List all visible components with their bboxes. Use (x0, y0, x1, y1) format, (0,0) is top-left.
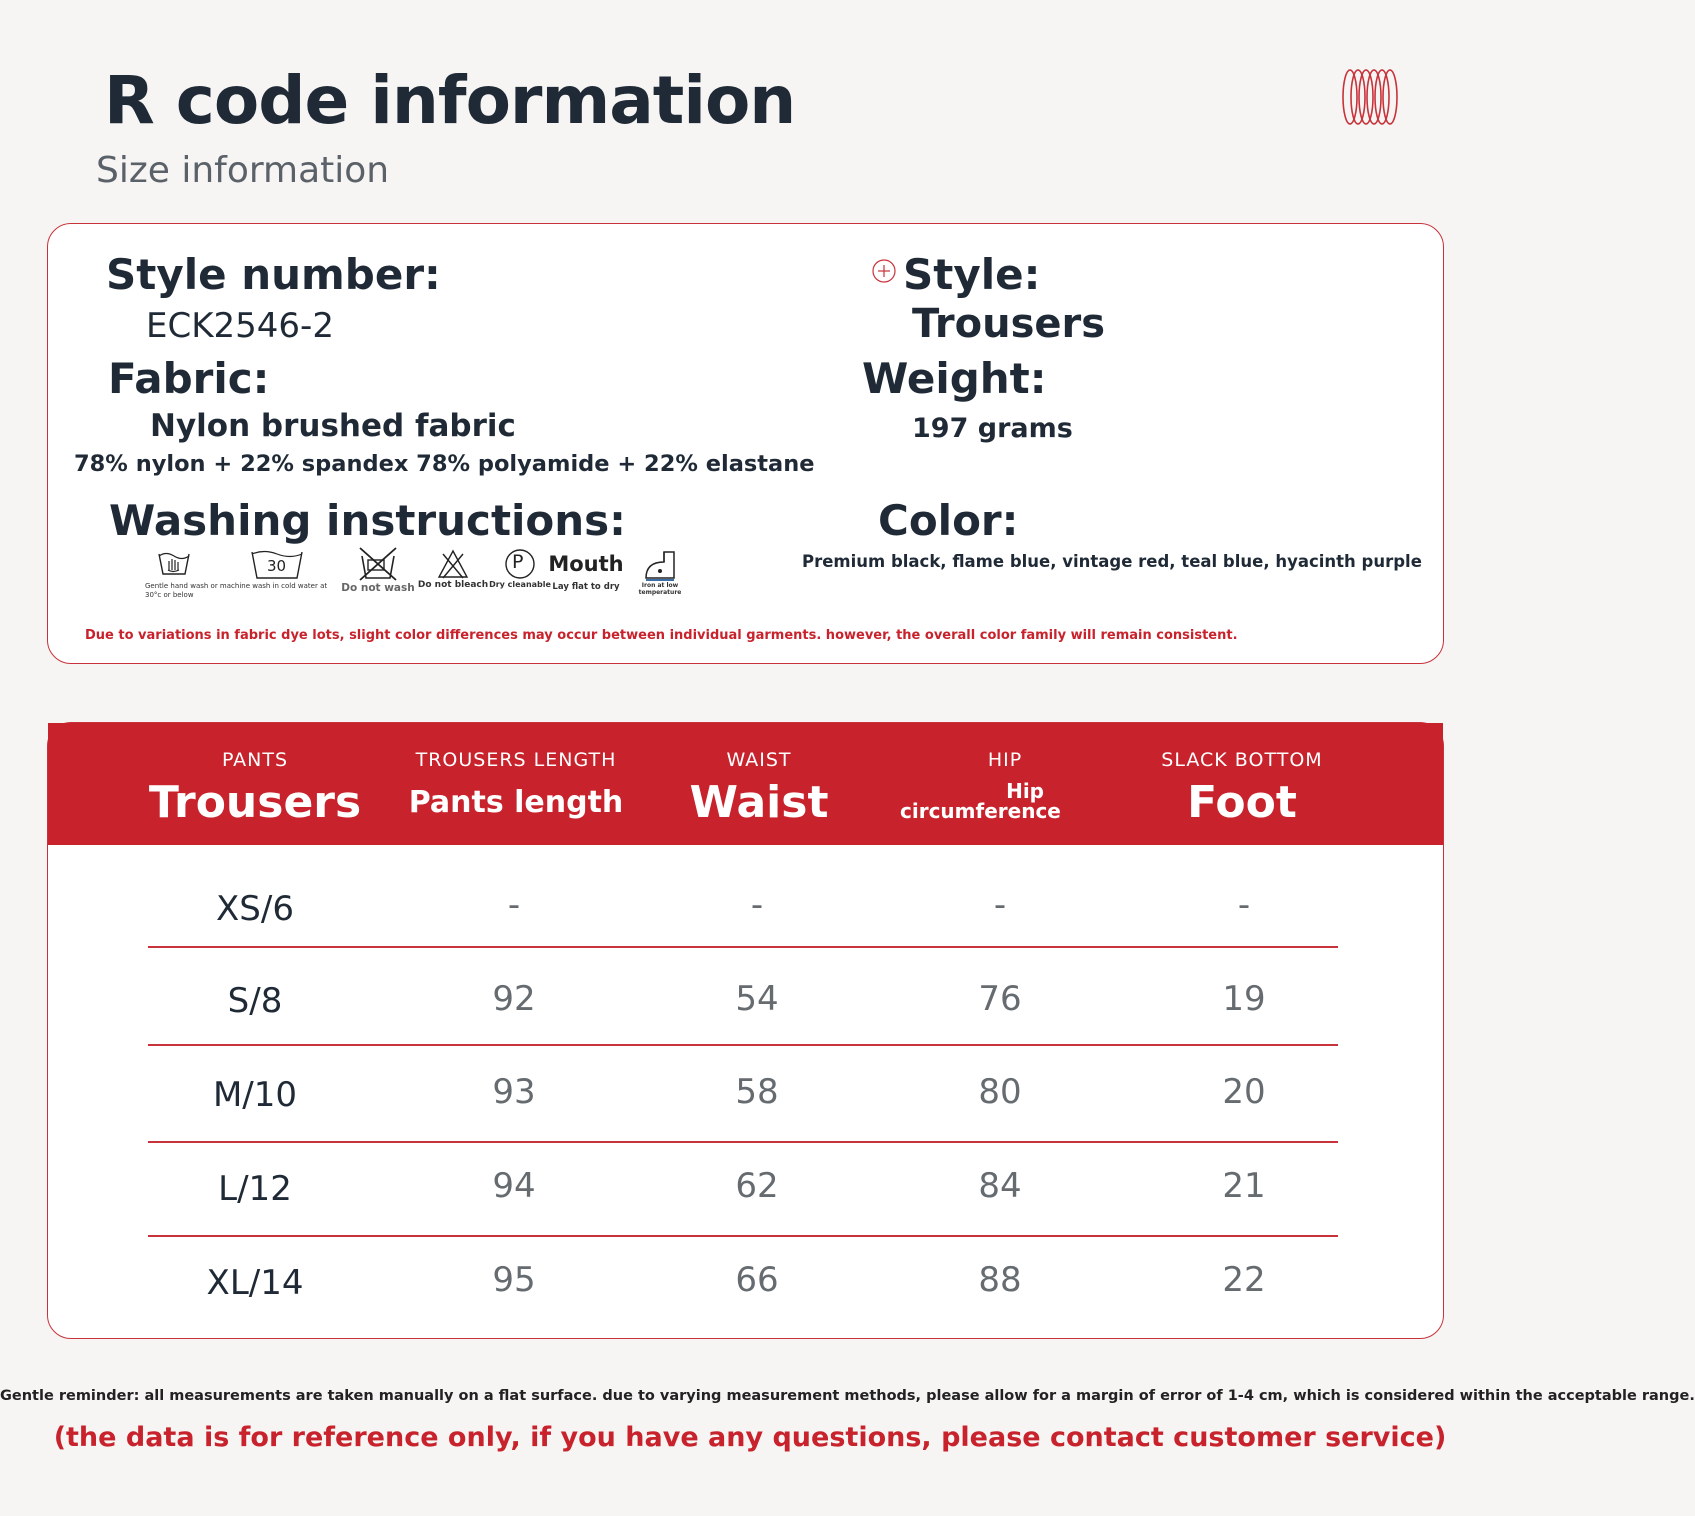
dry-clean-symbol: P (512, 551, 524, 573)
care-item-dry-clean (489, 548, 551, 589)
measurement-reminder: Gentle reminder: all measurements are taken manually on a flat surface. due to varying measurement methods, please allow for a margin of error of 1-4 cm, which is considered within the acceptable range. (0, 1388, 1695, 1404)
weight-value: 197 grams (912, 413, 1073, 444)
row-divider (148, 946, 1338, 948)
size-s: S/8 (227, 981, 283, 1021)
color-disclaimer: Due to variations in fabric dye lots, slight color differences may occur between individual garments. however, the overall color family will remain consistent. (85, 628, 1238, 643)
table-cell: - (750, 885, 764, 925)
size-chart-table (47, 722, 1444, 1339)
table-cell: 19 (1222, 979, 1266, 1019)
iron-low-caption: Iron at low temperature (638, 582, 682, 596)
table-cell: 58 (735, 1072, 779, 1112)
style-number-label: Style number: (106, 250, 441, 299)
do-not-bleach-caption: Do not bleach (417, 580, 489, 590)
hand-wash-caption: Gentle hand wash or machine wash in cold water at 30°c or below (145, 582, 328, 599)
color-label: Color: (878, 496, 1019, 545)
wash-30-text: 30 (267, 557, 287, 575)
table-cell: 20 (1222, 1072, 1266, 1112)
fabric-label: Fabric: (108, 354, 270, 403)
row-divider (148, 1235, 1338, 1237)
table-cell: 22 (1222, 1260, 1266, 1300)
care-item-wash-30 (250, 548, 304, 584)
care-item-lay-flat-dry (548, 552, 624, 592)
table-cell: - (507, 885, 521, 925)
table-cell: 84 (978, 1166, 1022, 1206)
concentric-ellipses-logo-icon (1340, 66, 1402, 128)
table-cell: 92 (492, 979, 536, 1019)
table-cell: 66 (735, 1260, 779, 1300)
iron-low-icon (642, 548, 678, 582)
style-value: Trousers (912, 301, 1106, 347)
color-value: Premium black, flame blue, vintage red, teal blue, hyacinth purple (802, 552, 1422, 571)
washing-instructions-label: Washing instructions: (109, 496, 626, 545)
do-not-wash-icon (356, 546, 400, 582)
table-cell: 88 (978, 1260, 1022, 1300)
table-cell: - (993, 885, 1007, 925)
contact-notice: (the data is for reference only, if you have any questions, please contact customer service) (53, 1422, 1447, 1453)
weight-label: Weight: (862, 354, 1047, 403)
lay-flat-dry-icon: Mouth (548, 552, 624, 576)
table-cell: 54 (735, 979, 779, 1019)
do-not-bleach-icon (437, 548, 469, 580)
size-xl: XL/14 (206, 1263, 304, 1303)
table-cell: 95 (492, 1260, 536, 1300)
do-not-wash-caption: Do not wash (341, 582, 415, 594)
care-item-do-not-wash (343, 546, 413, 594)
table-cell: 80 (978, 1072, 1022, 1112)
hand-wash-icon (157, 548, 191, 578)
fabric-composition: 78% nylon + 22% spandex 78% polyamide + 22% elastane (74, 451, 815, 477)
size-m: M/10 (212, 1075, 298, 1115)
care-item-iron-low (636, 548, 684, 596)
care-item-hand-wash (145, 548, 345, 600)
header-hip-circumference: Hip circumference (900, 779, 1061, 823)
table-cell: 21 (1222, 1166, 1266, 1206)
table-cell: 93 (492, 1072, 536, 1112)
size-l: L/12 (218, 1169, 292, 1209)
row-divider (148, 1044, 1338, 1046)
table-cell: 94 (492, 1166, 536, 1206)
table-cell: - (1237, 885, 1251, 925)
care-item-do-not-bleach (417, 548, 489, 590)
style-label: Style: (903, 250, 1041, 299)
style-number-value: ECK2546-2 (146, 306, 334, 346)
table-cell: 76 (978, 979, 1022, 1019)
dry-clean-caption: Dry cleanable (489, 580, 551, 589)
table-header: PANTS Trousers TROUSERS LENGTH Pants length WAIST Waist HIP Hip circumference SLACK BOTTOM Foot (48, 723, 1443, 845)
plus-circle-icon (872, 259, 896, 283)
fabric-value: Nylon brushed fabric (150, 408, 516, 444)
page-subtitle: Size information (96, 150, 390, 191)
row-divider (148, 1141, 1338, 1143)
page-title: R code information (104, 62, 796, 139)
size-xs: XS/6 (216, 889, 294, 929)
lay-flat-dry-caption: Lay flat to dry (552, 582, 620, 592)
table-cell: 62 (735, 1166, 779, 1206)
